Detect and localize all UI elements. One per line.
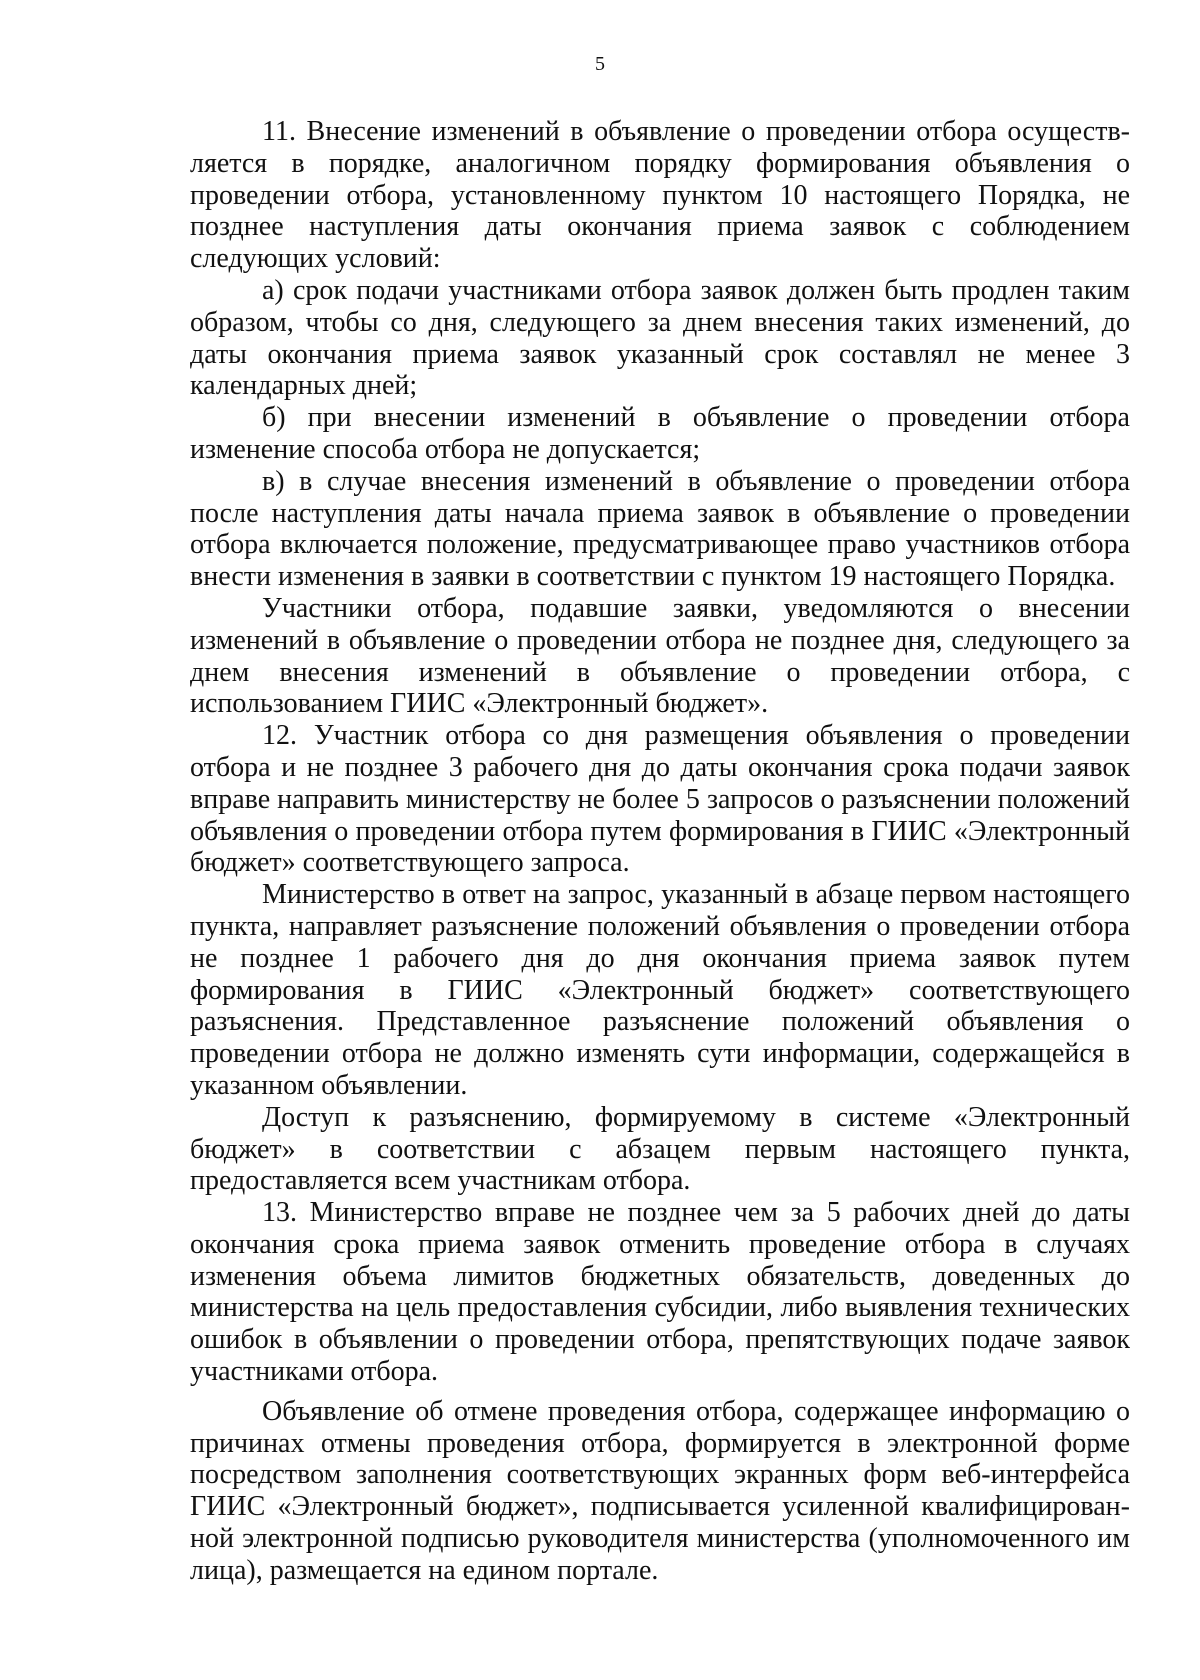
paragraph-12-response: Министерство в ответ на запрос, указанный в абзаце первом настоящего пункта, направляет разъяснение положений объявления о проведении отбора не позднее 1 рабочего дня до дня окончания приема заявок путем формирования в ГИИС «Электронный бюджет» соответствующего разъяснения. Представленное разъяснение положений объявления о проведении отбора не должно изменять сути информации, содержащейся в указанном объявлении.	[190, 879, 1130, 1101]
paragraph-13: 13. Министерство вправе не позднее чем за 5 рабочих дней до даты окончания срока приема заявок отменить проведение отбора в случаях изменения объема лимитов бюджетных обязательств, доведенных до министерства на цель предоставления субсидии, либо выявления технических ошибок в объявлении о проведении отбора, препятствующих подаче заявок участниками отбора.	[190, 1197, 1130, 1388]
paragraph-11-notification: Участники отбора, подавшие заявки, уведомляются о внесении изменений в объявление о проведении отбора не позднее дня, следующего за днем внесения изменений в объявление о проведении отбора, с использованием ГИИС «Электронный бюджет».	[190, 592, 1130, 720]
paragraph-11: 11. Внесение изменений в объявление о проведении отбора осуществляется в порядке, аналогичном порядку формирования объявления о проведении отбора, установленному пунктом 10 настоящего Порядка, не позднее наступления даты окончания приема заявок с соблюдением следующих условий:	[190, 116, 1130, 275]
document-body	[190, 116, 1130, 1587]
paragraph-12: 12. Участник отбора со дня размещения объявления о проведении отбора и не позднее 3 рабочего дня до даты окончания срока подачи заявок вправе направить министерству не более 5 запросов о разъяснении положений объявления о проведении отбора путем формирования в ГИИС «Электронный бюджет» соответствующего запроса.	[190, 720, 1130, 879]
paragraph-11-b: б) при внесении изменений в объявление о проведении отбора изменение способа отбора не допускается;	[190, 402, 1130, 465]
paragraph-11-a: а) срок подачи участниками отбора заявок должен быть продлен таким образом, чтобы со дня, следующего за днем внесения таких изменений, до даты окончания приема заявок указанный срок составлял не менее 3 календарных дней;	[190, 274, 1130, 402]
paragraph-11-v: в) в случае внесения изменений в объявление о проведении отбора после наступления даты начала приема заявок в объявление о проведении отбора включается положение, предусматривающее право участников отбора внести изменения в заявки в соответствии с пунктом 19 настоящего Порядка.	[190, 465, 1130, 593]
page-number: 5	[595, 53, 605, 75]
paragraph-13-cancellation: Объявление об отмене проведения отбора, содержащее информацию о причинах отмены проведения отбора, формируется в электронной форме посредством заполнения соответствующих экранных форм веб-интерфейса ГИИС «Электронный бюджет», подписывается усиленной квалифицированной электронной подписью руководителя министерства (уполномоченного им лица), размещается на едином портале.	[190, 1395, 1130, 1586]
paragraph-12-access: Доступ к разъяснению, формируемому в системе «Электронный бюджет» в соответствии с абзацем первым настоящего пункта, предоставляется всем участникам отбора.	[190, 1101, 1130, 1197]
